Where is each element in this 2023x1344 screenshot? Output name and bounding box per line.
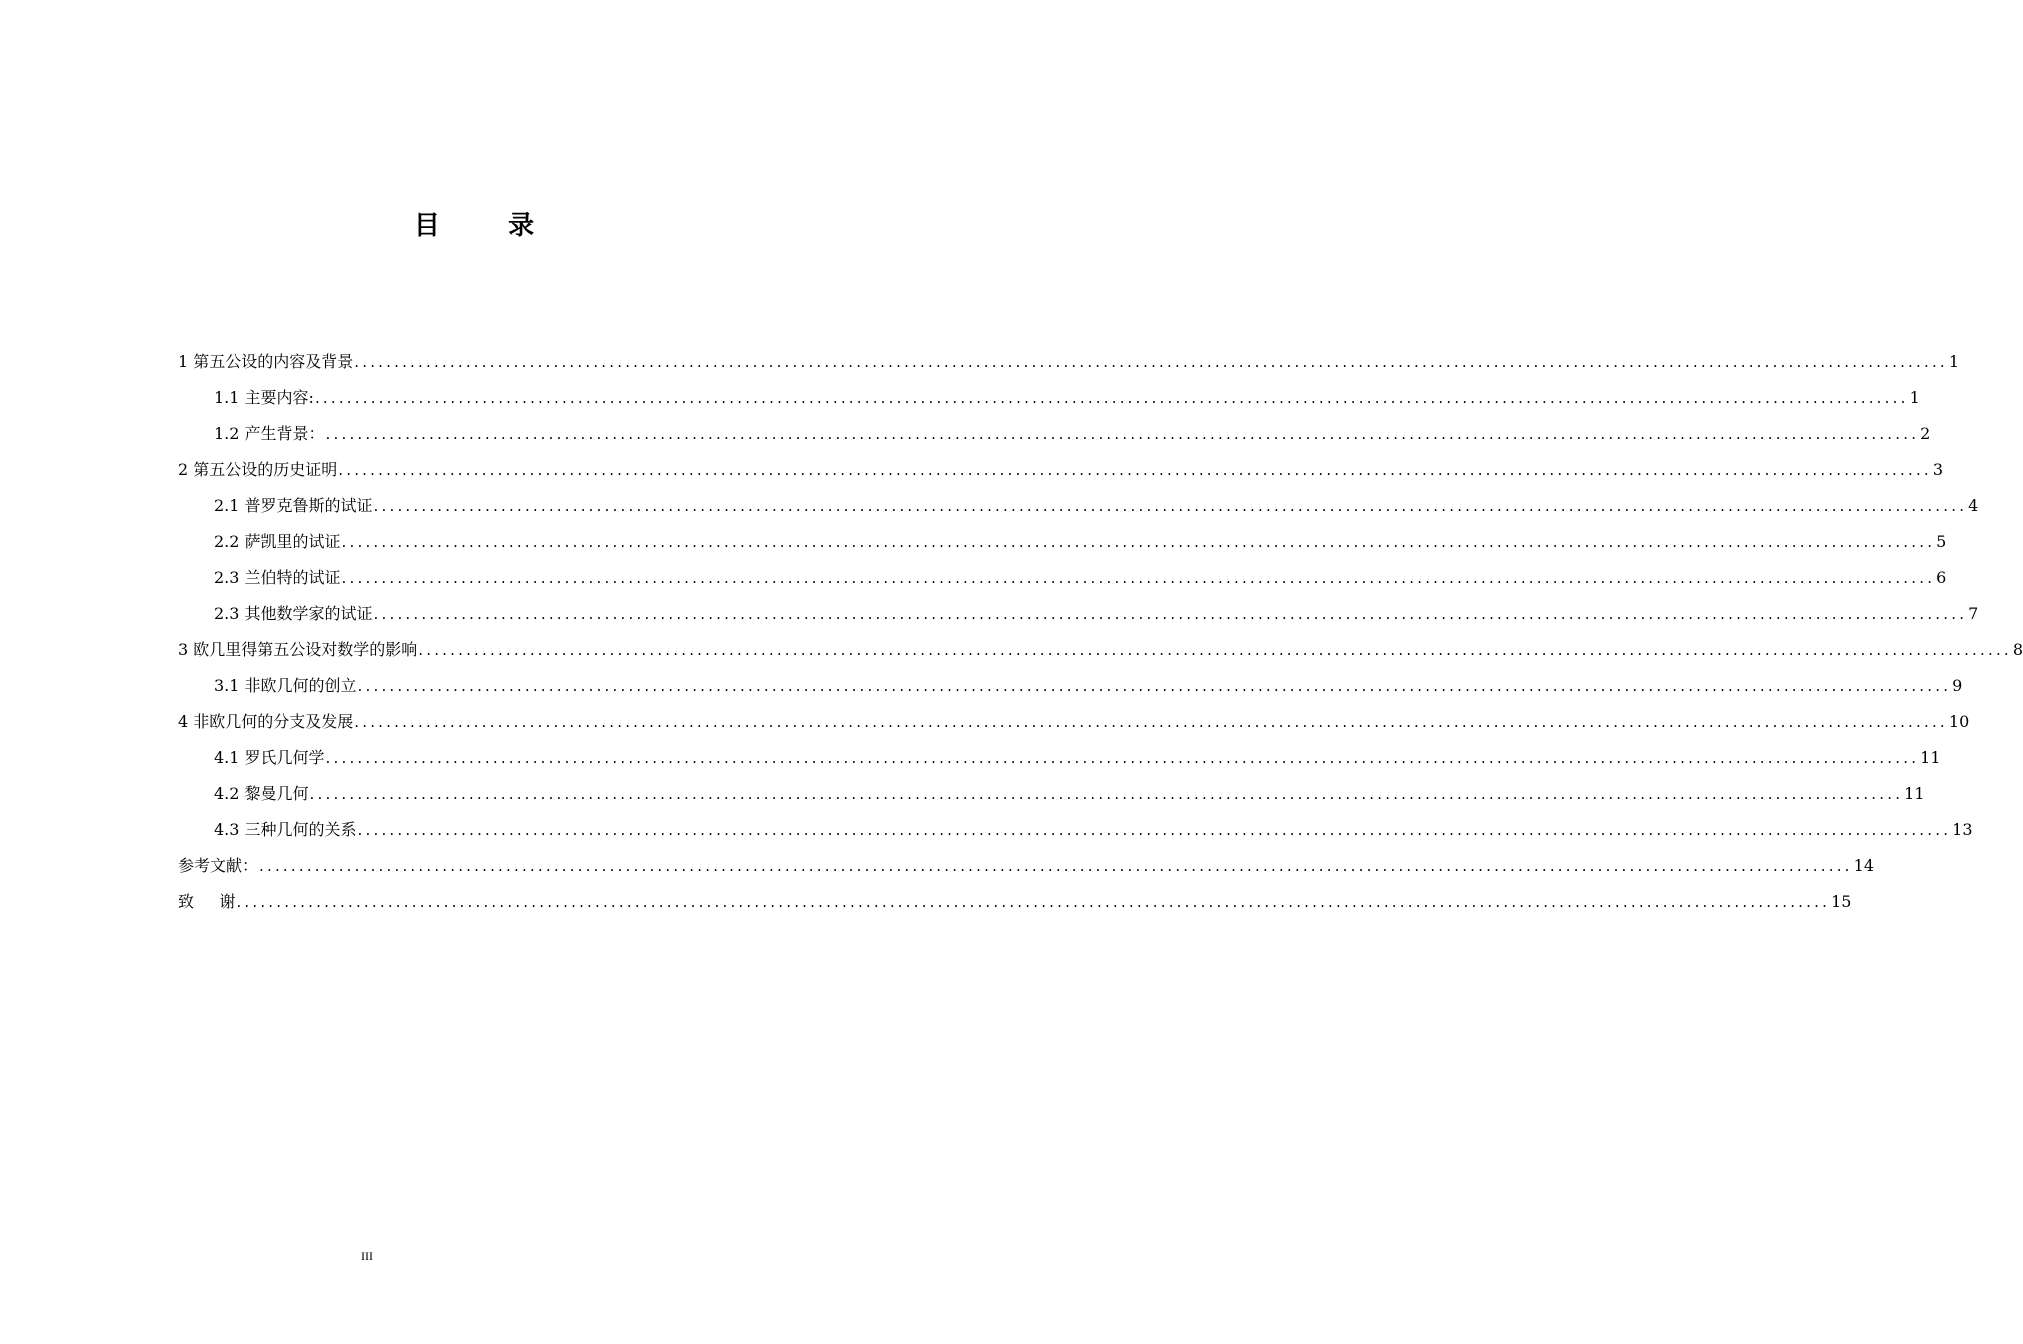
toc-page-number: 11 xyxy=(1920,748,1941,767)
toc-entry-title: 2.3 其他数学家的试证 xyxy=(214,604,373,623)
toc-page-number: 10 xyxy=(1948,712,1970,731)
toc-entry[interactable] xyxy=(178,488,1979,524)
toc-entry[interactable] xyxy=(178,380,1920,416)
toc-entry[interactable] xyxy=(178,668,1963,704)
toc-dot-leader: ........................................................................................................................................................................................................ xyxy=(357,821,1952,839)
toc-entry[interactable] xyxy=(178,848,1874,884)
toc-dot-leader: ........................................................................................................................................................................................................ xyxy=(325,749,1920,767)
toc-page-number: 7 xyxy=(1968,604,1979,623)
toc-page-number: 1 xyxy=(1909,388,1920,407)
toc-page-number: 3 xyxy=(1932,460,1944,479)
toc-entry-title: 参考文献： xyxy=(178,856,259,875)
toc-entry-title: 4.3 三种几何的关系 xyxy=(214,820,357,839)
toc-entry[interactable] xyxy=(178,632,2023,668)
footer-page-number: III xyxy=(361,1249,373,1263)
toc-entry-title: 3.1 非欧几何的创立 xyxy=(214,676,357,695)
toc-page-number: 13 xyxy=(1952,820,1973,839)
toc-page-number: 8 xyxy=(2012,640,2023,659)
toc-page-number: 2 xyxy=(1920,424,1931,443)
toc-entry[interactable] xyxy=(178,344,1960,380)
toc-page-number: 6 xyxy=(1936,568,1947,587)
toc-page-number: 14 xyxy=(1853,856,1874,875)
toc-page-number: 4 xyxy=(1968,496,1979,515)
toc-entry[interactable] xyxy=(178,812,1973,848)
toc-page-number: 5 xyxy=(1936,532,1947,551)
toc-entry[interactable] xyxy=(178,560,1947,596)
toc-entry-title: 2.2 萨凯里的试证 xyxy=(214,532,341,551)
toc-entry-title: 4 非欧几何的分支及发展 xyxy=(178,712,354,731)
toc-entry[interactable] xyxy=(178,704,1970,740)
toc-dot-leader: ........................................................................................................................................................................................................ xyxy=(314,389,1909,407)
toc-entry-title: 1.2 产生背景： xyxy=(214,424,325,443)
toc-entry-title: 2.3 兰伯特的试证 xyxy=(214,568,341,587)
toc-entry-title: 2.1 普罗克鲁斯的试证 xyxy=(214,496,373,515)
toc-dot-leader: ........................................................................................................................................................................................................ xyxy=(357,677,1952,695)
toc-entry[interactable] xyxy=(178,596,1979,632)
toc-entry-title: 1 第五公设的内容及背景 xyxy=(178,352,354,371)
toc-entry-title: 3 欧几里得第五公设对数学的影响 xyxy=(178,640,418,659)
toc-dot-leader: ........................................................................................................................................................................................................ xyxy=(373,497,1968,515)
toc-dot-leader: ........................................................................................................................................................................................................ xyxy=(259,857,1853,875)
toc-dot-leader: ........................................................................................................................................................................................................ xyxy=(373,605,1968,623)
toc-entry-title: 4.2 黎曼几何 xyxy=(214,784,309,803)
toc-dot-leader: ........................................................................................................................................................................................................ xyxy=(341,569,1936,587)
toc-entry-title: 2 第五公设的历史证明 xyxy=(178,460,338,479)
toc-page-number: 1 xyxy=(1948,352,1960,371)
toc-entry[interactable] xyxy=(178,776,1925,812)
toc-page-number: 15 xyxy=(1831,892,1852,911)
toc-dot-leader: ........................................................................................................................................................................................................ xyxy=(325,425,1920,443)
toc-dot-leader: ........................................................................................................................................................................................................ xyxy=(354,353,1948,371)
toc-page-number: 11 xyxy=(1904,784,1925,803)
toc-page-number: 9 xyxy=(1952,676,1963,695)
toc-entry[interactable] xyxy=(178,884,1852,920)
toc-entry[interactable] xyxy=(178,416,1931,452)
toc-entry-title: 致 谢 xyxy=(178,892,236,911)
toc-entry[interactable] xyxy=(178,452,1944,488)
table-of-contents xyxy=(178,344,2023,920)
toc-dot-leader: ........................................................................................................................................................................................................ xyxy=(338,461,1932,479)
toc-entry[interactable] xyxy=(178,524,1947,560)
toc-dot-leader: ........................................................................................................................................................................................................ xyxy=(418,641,2012,659)
toc-dot-leader: ........................................................................................................................................................................................................ xyxy=(236,893,1831,911)
toc-entry-title: 4.1 罗氏几何学 xyxy=(214,748,325,767)
toc-dot-leader: ........................................................................................................................................................................................................ xyxy=(354,713,1948,731)
toc-entry[interactable] xyxy=(178,740,1941,776)
page-title: 目 录 xyxy=(413,211,537,241)
toc-entry-title: 1.1 主要内容: xyxy=(214,388,314,407)
toc-dot-leader: ........................................................................................................................................................................................................ xyxy=(341,533,1936,551)
toc-dot-leader: ........................................................................................................................................................................................................ xyxy=(309,785,1904,803)
